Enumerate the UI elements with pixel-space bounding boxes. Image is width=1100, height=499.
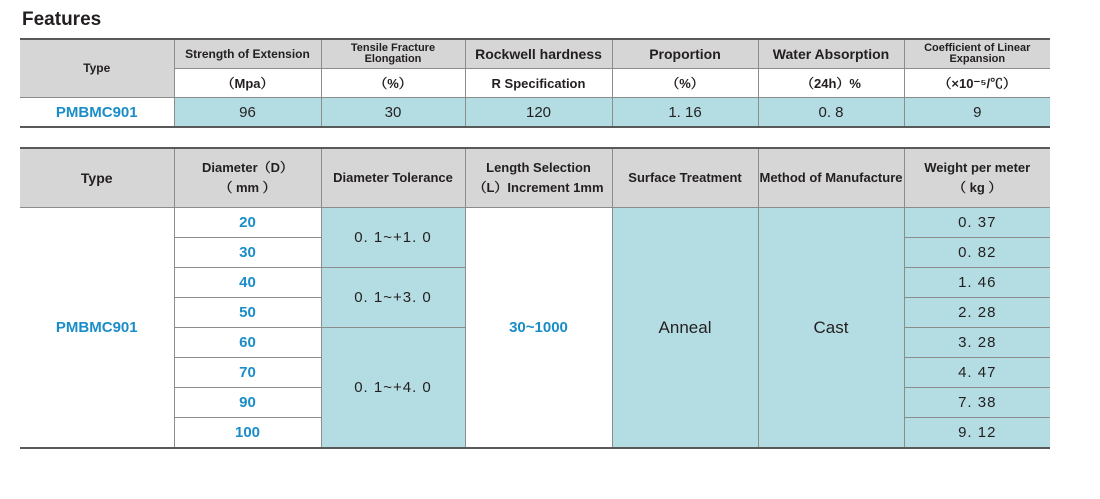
features-table xyxy=(20,38,1050,128)
tolerance-cell: 0. 1~+4. 0 xyxy=(321,328,465,449)
value-cell: 9 xyxy=(904,98,1050,128)
unit-cell: （×10⁻⁵/℃） xyxy=(904,69,1050,98)
diameter-cell: 30 xyxy=(174,238,321,268)
tolerance-header: Diameter Tolerance xyxy=(321,148,465,208)
value-cell: 1. 16 xyxy=(612,98,758,128)
section-title: Features xyxy=(22,9,102,30)
value-cell: 120 xyxy=(465,98,612,128)
method-cell: Cast xyxy=(758,208,904,449)
col-header: Proportion xyxy=(612,39,758,69)
col-header: Rockwell hardness xyxy=(465,39,612,69)
length-header-sub: （L）Increment 1mm xyxy=(473,180,604,195)
value-cell: 96 xyxy=(174,98,321,128)
type-header: Type xyxy=(20,39,174,98)
unit-cell: （%） xyxy=(612,69,758,98)
diameter-cell: 90 xyxy=(174,388,321,418)
weight-header-label: Weight per meter xyxy=(924,160,1031,175)
weight-cell: 4. 47 xyxy=(904,358,1050,388)
weight-cell: 0. 37 xyxy=(904,208,1050,238)
weight-cell: 9. 12 xyxy=(904,418,1050,449)
col-header: Strength of Extension xyxy=(174,39,321,69)
diameter-cell: 50 xyxy=(174,298,321,328)
col-header: Water Absorption xyxy=(758,39,904,69)
diameter-cell: 70 xyxy=(174,358,321,388)
weight-cell: 7. 38 xyxy=(904,388,1050,418)
diameter-header-label: Diameter（D） xyxy=(201,160,294,175)
diameter-cell: 20 xyxy=(174,208,321,238)
method-header: Method of Manufacture xyxy=(758,148,904,208)
length-header xyxy=(465,148,612,208)
tolerance-cell: 0. 1~+1. 0 xyxy=(321,208,465,268)
type-header: Type xyxy=(20,148,174,208)
length-header-label: Length Selection xyxy=(486,160,591,175)
unit-cell: （%） xyxy=(321,69,465,98)
value-cell: 0. 8 xyxy=(758,98,904,128)
tolerance-cell: 0. 1~+3. 0 xyxy=(321,268,465,328)
type-value: PMBMC901 xyxy=(20,208,174,449)
weight-header xyxy=(904,148,1050,208)
diameter-header xyxy=(174,148,321,208)
unit-cell: （24h）% xyxy=(758,69,904,98)
col-header: Coefficient of Linear Expansion xyxy=(904,39,1050,69)
weight-cell: 1. 46 xyxy=(904,268,1050,298)
diameter-cell: 100 xyxy=(174,418,321,449)
unit-cell: （Mpa） xyxy=(174,69,321,98)
diameter-cell: 60 xyxy=(174,328,321,358)
surface-cell: Anneal xyxy=(612,208,758,449)
weight-cell: 3. 28 xyxy=(904,328,1050,358)
unit-cell: R Specification xyxy=(465,69,612,98)
value-cell: 30 xyxy=(321,98,465,128)
type-value: PMBMC901 xyxy=(20,98,174,128)
diameter-cell: 40 xyxy=(174,268,321,298)
surface-header: Surface Treatment xyxy=(612,148,758,208)
dimensions-table xyxy=(20,147,1050,449)
weight-cell: 0. 82 xyxy=(904,238,1050,268)
weight-cell: 2. 28 xyxy=(904,298,1050,328)
weight-header-unit: （ kg ） xyxy=(953,180,1002,195)
diameter-header-unit: （ mm ） xyxy=(219,180,276,195)
length-cell: 30~1000 xyxy=(465,208,612,449)
col-header: Tensile Fracture Elongation xyxy=(321,39,465,69)
